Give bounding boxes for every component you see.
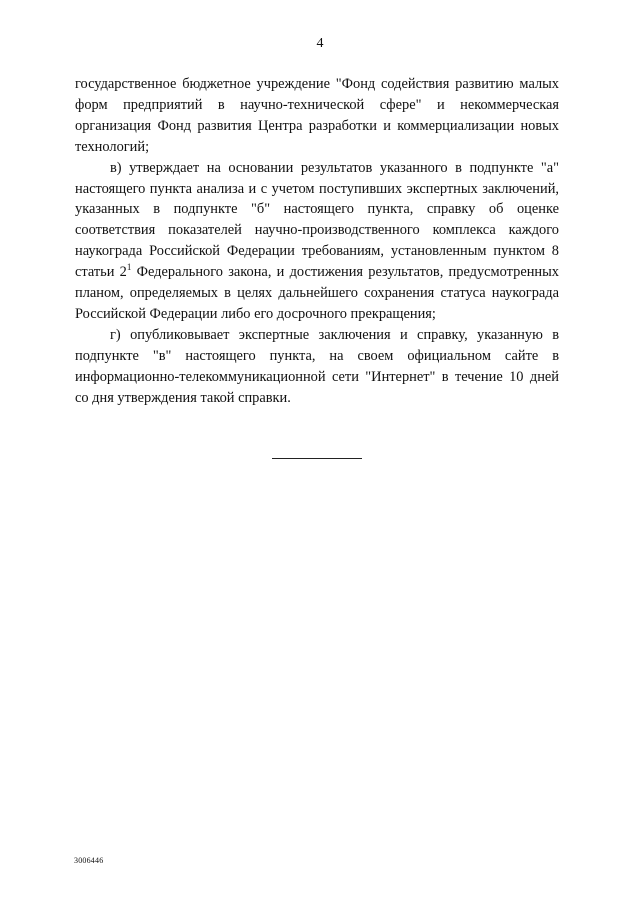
page-number: 4 <box>316 36 324 51</box>
paragraph-item-g: г) опубликовывает экспертные заключения и справку, указанную в подпункте "в" настоящего пункта, на своем официальном сайте в информационно-телекоммуникационной сети "Интернет" в течение 10 дней со дня утверждения такой справки. <box>75 326 559 406</box>
article-superscript: 1 <box>126 262 132 273</box>
document-body <box>75 74 559 409</box>
paragraph-item-v <box>75 158 559 325</box>
end-divider <box>272 458 362 459</box>
paragraph-continuation: государственное бюджетное учреждение "Фонд содействия развитию малых форм предприятий в научно-технической сфере" и некоммерческая организация Фонд развития Центра разработки и коммерциализации новых технологий; <box>75 76 559 155</box>
document-code: 3006446 <box>74 856 104 865</box>
paragraph-item-v-text-end: Федерального закона, и достижения результатов, предусмотренных планом, определяемых в целях дальнейшего сохранения статуса наукограда Российской Федерации либо его досрочного прекращения; <box>75 264 559 322</box>
paragraph-item-v-text: в) утверждает на основании результатов указанного в подпункте "а" настоящего пункта анализа и с учетом поступивших экспертных заключений, указанных в подпункте "б" настоящего пункта, справку об оценке соответствия показателей научно-производственного комплекса каждого наукограда Российской Федерации требованиям, установленным пунктом 8 статьи 2 <box>75 159 559 281</box>
